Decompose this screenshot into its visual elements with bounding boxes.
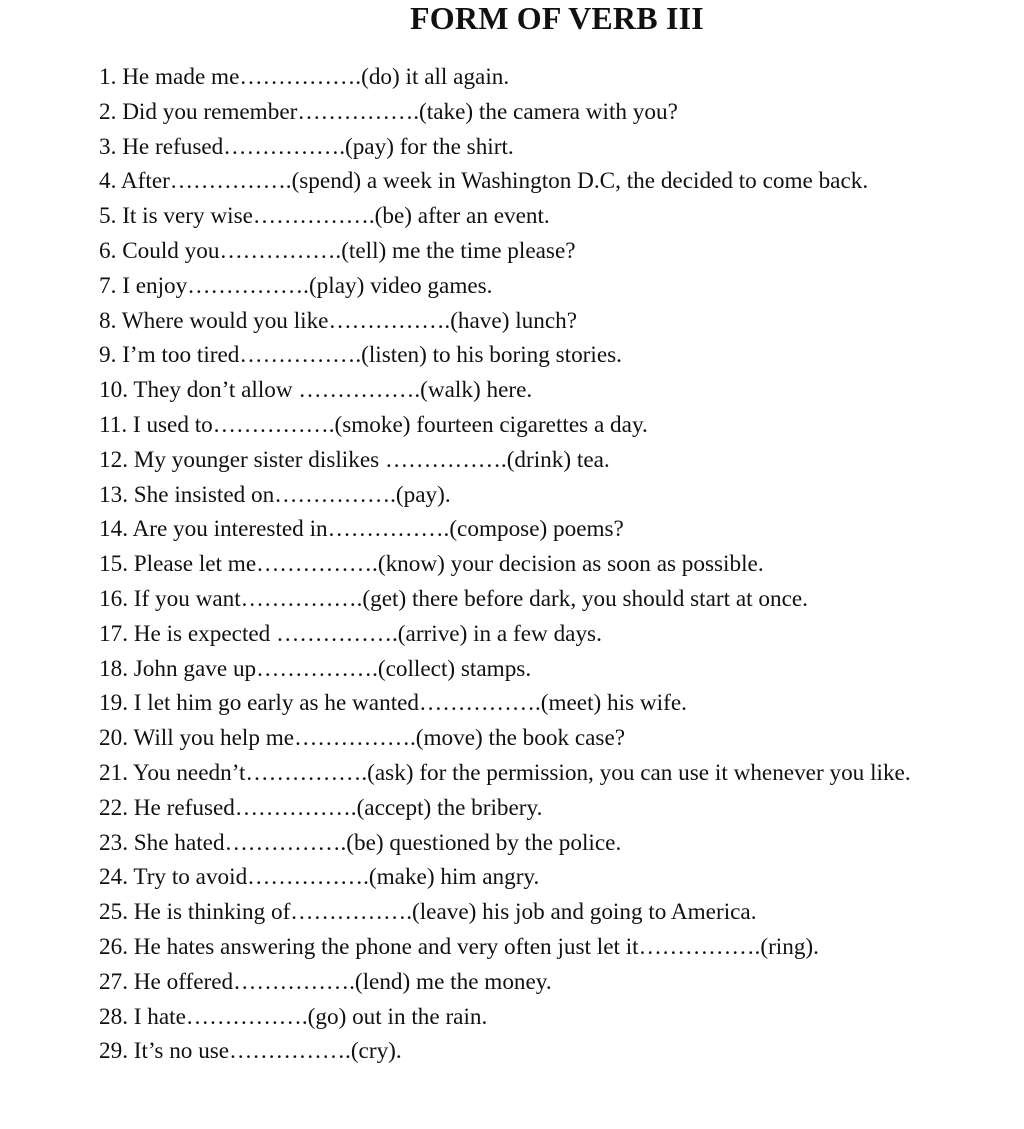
exercise-item-3: 3. He refused…………….(pay) for the shirt. [99, 133, 514, 160]
exercise-item-2: 2. Did you remember…………….(take) the camera with you? [99, 98, 678, 125]
exercise-item-10: 10. They don’t allow …………….(walk) here. [99, 377, 533, 404]
exercise-item-5: 5. It is very wise…………….(be) after an event. [99, 203, 550, 230]
exercise-item-20: 20. Will you help me…………….(move) the book case? [99, 725, 626, 752]
exercise-item-22: 22. He refused…………….(accept) the bribery. [99, 794, 543, 821]
exercise-item-9: 9. I’m too tired…………….(listen) to his boring stories. [99, 342, 622, 369]
exercise-item-19: 19. I let him go early as he wanted…………….(meet) his wife. [99, 690, 687, 717]
exercise-item-24: 24. Try to avoid…………….(make) him angry. [99, 864, 540, 891]
exercise-item-4: 4. After…………….(spend) a week in Washington D.C, the decided to come back. [99, 168, 869, 195]
exercise-item-16: 16. If you want…………….(get) there before dark, you should start at once. [99, 585, 808, 612]
exercise-item-21: 21. You needn’t…………….(ask) for the permission, you can use it whenever you like. [99, 759, 911, 786]
exercise-item-27: 27. He offered…………….(lend) me the money. [99, 968, 552, 995]
exercise-list [99, 60, 1017, 1069]
exercise-item-8: 8. Where would you like…………….(have) lunch? [99, 307, 578, 334]
exercise-item-14: 14. Are you interested in…………….(compose) poems? [99, 516, 624, 543]
exercise-item-7: 7. I enjoy…………….(play) video games. [99, 272, 493, 299]
exercise-item-18: 18. John gave up…………….(collect) stamps. [99, 655, 532, 682]
exercise-item-13: 13. She insisted on…………….(pay). [99, 481, 451, 508]
exercise-item-26: 26. He hates answering the phone and very often just let it…………….(ring). [99, 933, 819, 960]
exercise-item-11: 11. I used to…………….(smoke) fourteen cigarettes a day. [99, 411, 648, 438]
exercise-item-1: 1. He made me…………….(do) it all again. [99, 64, 510, 90]
exercise-item-25: 25. He is thinking of…………….(leave) his job and going to America. [99, 899, 757, 926]
exercise-item-15: 15. Please let me…………….(know) your decision as soon as possible. [99, 551, 764, 578]
exercise-item-6: 6. Could you…………….(tell) me the time please? [99, 237, 576, 264]
exercise-item-23: 23. She hated…………….(be) questioned by the police. [99, 829, 622, 856]
exercise-item-12: 12. My younger sister dislikes …………….(drink) tea. [99, 446, 610, 473]
exercise-item-28: 28. I hate…………….(go) out in the rain. [99, 1003, 488, 1030]
worksheet-title: FORM OF VERB III [410, 0, 704, 36]
exercise-item-17: 17. He is expected …………….(arrive) in a few days. [99, 620, 602, 647]
exercise-item-29: 29. It’s no use…………….(cry). [99, 1038, 402, 1065]
